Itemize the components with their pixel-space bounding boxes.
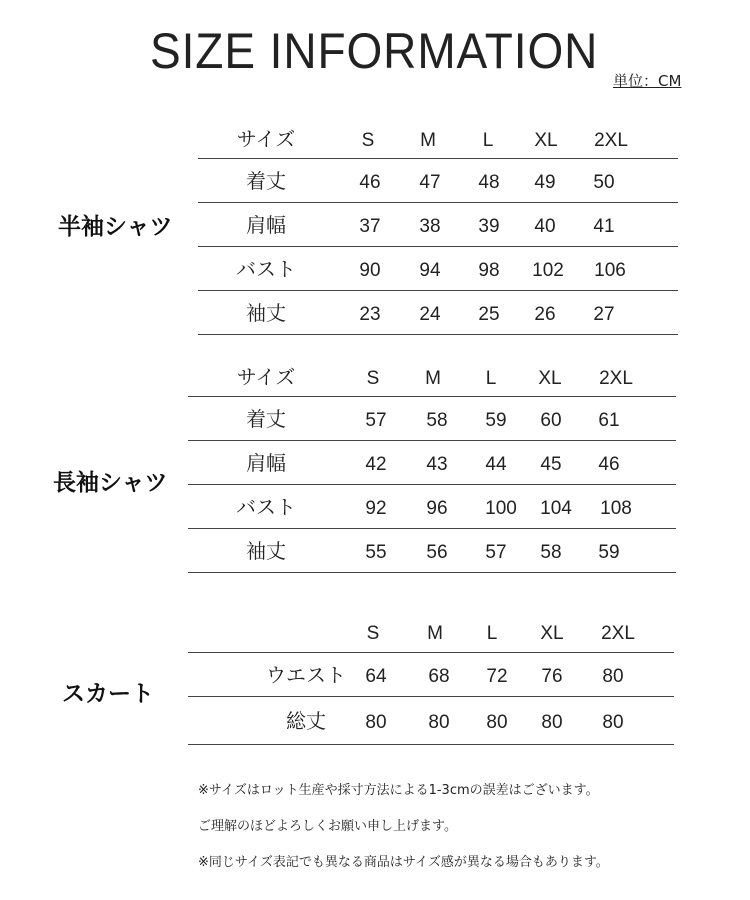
row-label: バスト — [236, 494, 296, 519]
size-s: S — [366, 368, 380, 390]
value-cell: 56 — [426, 541, 448, 563]
size-l: L — [486, 623, 498, 645]
table-row — [188, 529, 676, 573]
table-row — [198, 159, 678, 203]
value-cell: 43 — [426, 453, 448, 475]
row-label: 着丈 — [246, 406, 286, 431]
value-cell: 102 — [532, 259, 564, 281]
size-2xl: 2XL — [601, 623, 635, 645]
header-label: サイズ — [236, 365, 296, 390]
size-2xl: 2XL — [594, 130, 628, 152]
section-label-skirt: スカート — [62, 681, 154, 707]
row-label: バスト — [236, 256, 296, 281]
value-cell: 59 — [485, 409, 507, 431]
table-row — [188, 485, 676, 529]
value-cell: 50 — [593, 171, 615, 193]
value-cell: 96 — [426, 497, 448, 519]
value-cell: 25 — [478, 303, 500, 325]
header-label: サイズ — [236, 127, 296, 152]
size-s: S — [366, 623, 380, 645]
table-header-row — [198, 120, 678, 159]
row-label: ウエスト — [266, 662, 346, 687]
note-understanding: ご理解のほどよろしくお願い申し上げます。 — [198, 819, 457, 834]
size-l: L — [482, 130, 494, 152]
value-cell: 48 — [478, 171, 500, 193]
table-row — [188, 653, 674, 697]
value-cell: 46 — [359, 171, 381, 193]
row-label: 肩幅 — [246, 212, 286, 237]
value-cell: 40 — [534, 215, 556, 237]
value-cell: 80 — [602, 711, 624, 733]
value-cell: 39 — [478, 215, 500, 237]
value-cell: 76 — [541, 665, 563, 687]
notes — [198, 778, 609, 886]
value-cell: 26 — [534, 303, 556, 325]
table-header-row — [188, 612, 674, 653]
size-table-short-sleeve — [198, 120, 678, 335]
value-cell: 42 — [365, 453, 387, 475]
value-cell: 60 — [540, 409, 562, 431]
table-row — [188, 697, 674, 745]
size-table-long-sleeve — [188, 358, 676, 573]
value-cell: 64 — [365, 665, 387, 687]
section-label-short-sleeve: 半袖シャツ — [58, 214, 173, 240]
value-cell: 24 — [419, 303, 441, 325]
table-row — [198, 291, 678, 335]
size-xl: XL — [534, 130, 558, 152]
note-error-margin: ※サイズはロット生産や採寸方法による1-3cmの誤差はございます。 — [198, 783, 599, 798]
value-cell: 98 — [478, 259, 500, 281]
value-cell: 41 — [593, 215, 615, 237]
value-cell: 94 — [419, 259, 441, 281]
size-table-skirt — [188, 612, 674, 745]
section-label-long-sleeve: 長袖シャツ — [53, 470, 168, 496]
row-label: 着丈 — [246, 168, 286, 193]
table-header-row — [188, 358, 676, 397]
value-cell: 58 — [540, 541, 562, 563]
table-row — [188, 441, 676, 485]
value-cell: 108 — [600, 497, 632, 519]
value-cell: 104 — [540, 497, 572, 519]
value-cell: 80 — [428, 711, 450, 733]
value-cell: 23 — [359, 303, 381, 325]
size-m: M — [425, 368, 441, 390]
size-xl: XL — [538, 368, 562, 390]
value-cell: 47 — [419, 171, 441, 193]
value-cell: 80 — [486, 711, 508, 733]
unit-label: 単位：CM — [613, 72, 682, 90]
value-cell: 44 — [485, 453, 507, 475]
value-cell: 55 — [365, 541, 387, 563]
row-label: 総丈 — [286, 708, 326, 733]
size-m: M — [427, 623, 443, 645]
size-l: L — [485, 368, 497, 390]
value-cell: 57 — [485, 541, 507, 563]
value-cell: 38 — [419, 215, 441, 237]
row-label: 肩幅 — [246, 450, 286, 475]
page-title: SIZE INFORMATION — [150, 23, 599, 79]
row-label: 袖丈 — [246, 300, 286, 325]
value-cell: 59 — [598, 541, 620, 563]
value-cell: 61 — [598, 409, 620, 431]
size-m: M — [420, 130, 436, 152]
value-cell: 57 — [365, 409, 387, 431]
value-cell: 80 — [365, 711, 387, 733]
note-size-feel: ※同じサイズ表記でも異なる商品はサイズ感が異なる場合もあります。 — [198, 855, 609, 870]
value-cell: 92 — [365, 497, 387, 519]
value-cell: 72 — [486, 665, 508, 687]
value-cell: 100 — [485, 497, 517, 519]
size-s: S — [361, 130, 375, 152]
value-cell: 58 — [426, 409, 448, 431]
value-cell: 106 — [594, 259, 626, 281]
value-cell: 68 — [428, 665, 450, 687]
value-cell: 49 — [534, 171, 556, 193]
value-cell: 80 — [541, 711, 563, 733]
value-cell: 80 — [602, 665, 624, 687]
table-row — [198, 247, 678, 291]
value-cell: 37 — [359, 215, 381, 237]
row-label: 袖丈 — [246, 538, 286, 563]
table-row — [188, 397, 676, 441]
value-cell: 27 — [593, 303, 615, 325]
value-cell: 46 — [598, 453, 620, 475]
value-cell: 45 — [540, 453, 562, 475]
size-2xl: 2XL — [599, 368, 633, 390]
value-cell: 90 — [359, 259, 381, 281]
table-row — [198, 203, 678, 247]
size-xl: XL — [540, 623, 564, 645]
